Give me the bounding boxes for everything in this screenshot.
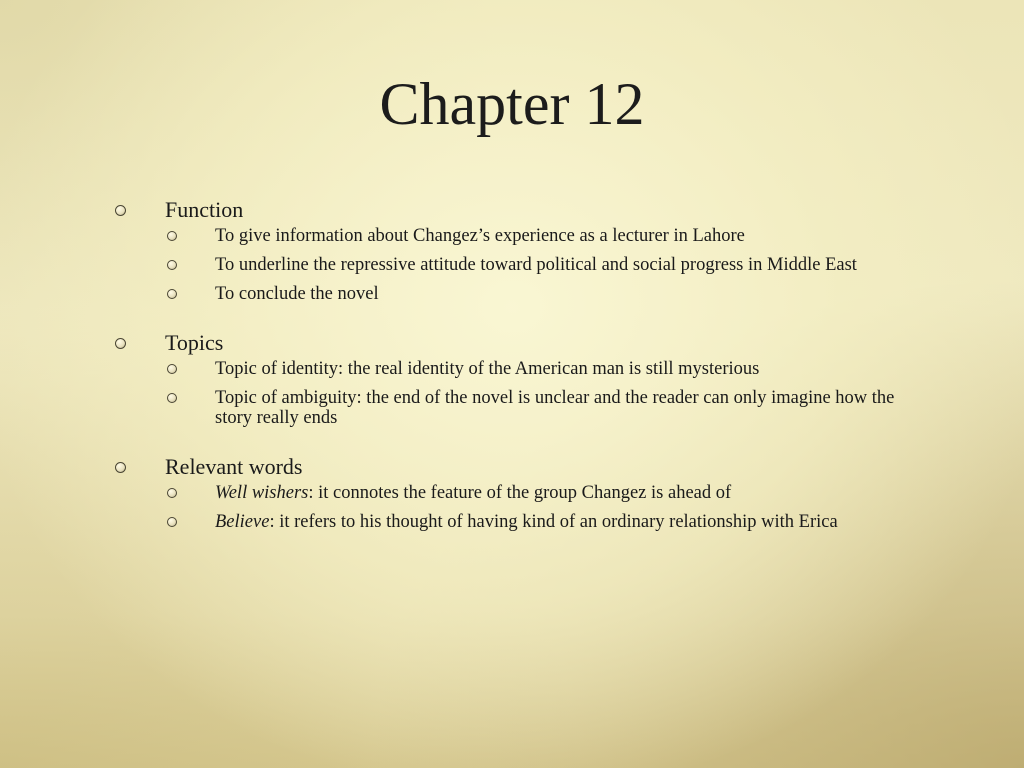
list-item	[110, 483, 910, 503]
section-heading-text: Relevant words	[165, 454, 303, 479]
circle-bullet-icon	[167, 364, 177, 374]
list-item-text: : it connotes the feature of the group Changez is ahead of	[308, 483, 732, 503]
list-item-text: Topic of ambiguity: the end of the novel is unclear and the reader can only imagine how the story really ends	[215, 388, 895, 428]
list-item	[110, 512, 910, 532]
circle-bullet-icon	[115, 205, 126, 216]
list-item-text: Topic of identity: the real identity of the American man is still mysterious	[215, 359, 760, 379]
circle-bullet-icon	[167, 260, 177, 270]
section-heading	[110, 329, 910, 357]
section-relevant-words	[110, 453, 910, 532]
section-heading-text: Topics	[165, 330, 224, 355]
circle-bullet-icon	[167, 289, 177, 299]
circle-bullet-icon	[167, 393, 177, 403]
list-item	[110, 226, 910, 246]
section-heading-text: Function	[165, 197, 244, 222]
list-item	[110, 359, 910, 379]
list-item	[110, 255, 910, 275]
slide-body	[110, 196, 910, 557]
section-heading	[110, 196, 910, 224]
circle-bullet-icon	[167, 231, 177, 241]
list-item	[110, 284, 910, 304]
circle-bullet-icon	[115, 462, 126, 473]
slide-title: Chapter 12	[379, 71, 645, 137]
list-item-text: To conclude the novel	[215, 284, 379, 304]
circle-bullet-icon	[167, 517, 177, 527]
circle-bullet-icon	[115, 338, 126, 349]
list-item-emphasis: Well wishers	[215, 483, 309, 503]
list-item-emphasis: Believe	[215, 512, 270, 532]
section-heading	[110, 453, 910, 481]
list-item-text: : it refers to his thought of having kind of an ordinary relationship with Erica	[269, 512, 838, 532]
list-item-text: To give information about Changez’s experience as a lecturer in Lahore	[215, 226, 745, 246]
circle-bullet-icon	[167, 488, 177, 498]
section-function	[110, 196, 910, 304]
list-item	[110, 388, 910, 428]
section-topics	[110, 329, 910, 428]
list-item-text: To underline the repressive attitude toward political and social progress in Middle East	[215, 255, 857, 275]
